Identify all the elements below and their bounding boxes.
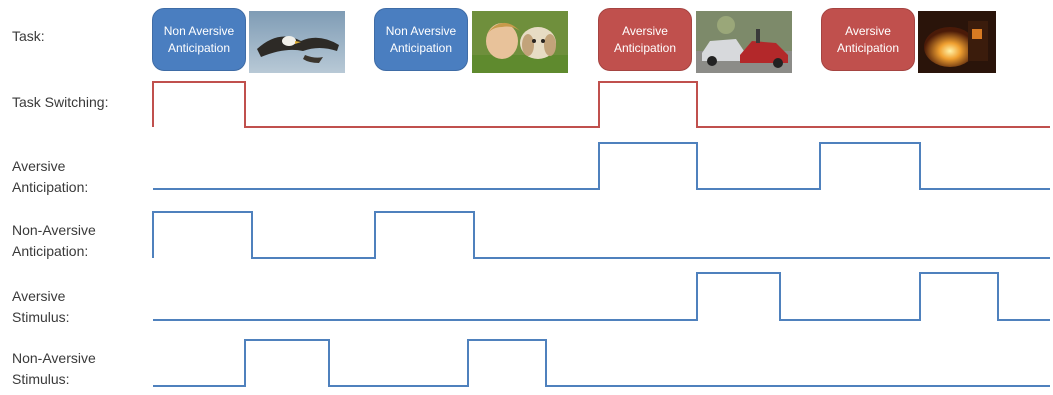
task-switching-row-label: Task Switching: (12, 94, 109, 110)
task-block-aversive-1: Aversive Anticipation (598, 8, 692, 71)
aversive-anticipation-row-label: Aversive Anticipation: (12, 158, 89, 195)
aversive-stimulus-row-label: Aversive Stimulus: (12, 288, 70, 325)
non-aversive-anticipation-row-label: Non-Aversive Anticipation: (12, 222, 96, 259)
task-block-aversive-2: Aversive Anticipation (821, 8, 915, 71)
task-switching-waveform (153, 82, 1050, 127)
task-row-label: Task: (12, 28, 45, 44)
non-aversive-stimulus-waveform (153, 340, 1050, 386)
non-aversive-stimulus-row-label: Non-Aversive Stimulus: (12, 350, 96, 387)
task-block-non-aversive-2: Non Aversive Anticipation (374, 8, 468, 71)
task-block-non-aversive-1: Non Aversive Anticipation (152, 8, 246, 71)
non-aversive-anticipation-waveform (153, 212, 1050, 258)
aversive-anticipation-waveform (153, 143, 1050, 189)
aversive-stimulus-waveform (153, 273, 1050, 320)
